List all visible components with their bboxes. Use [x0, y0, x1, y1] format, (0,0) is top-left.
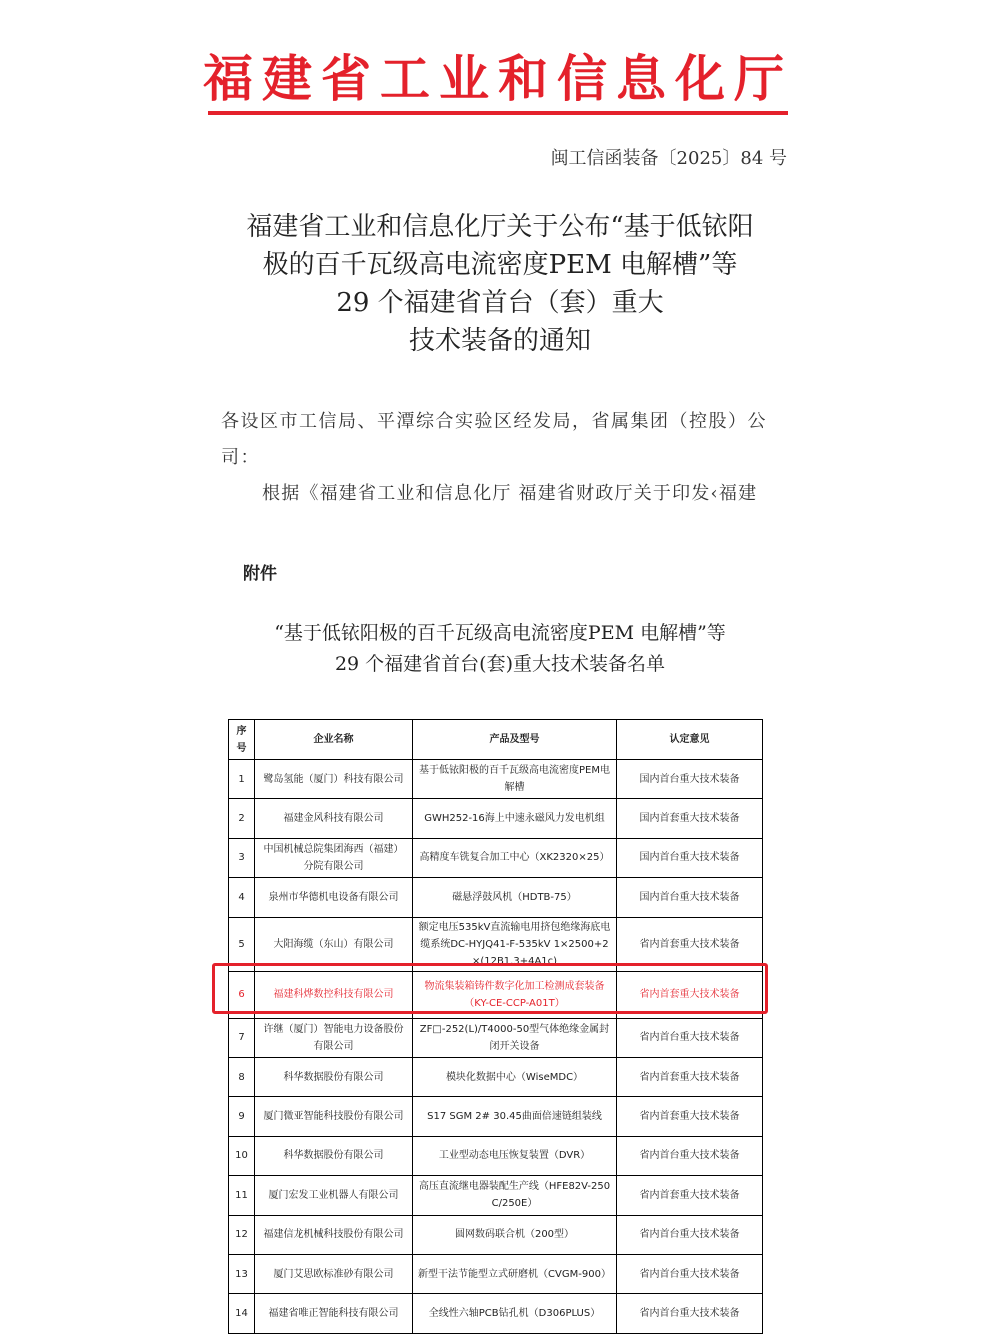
- cell-no: 14: [229, 1294, 255, 1333]
- cell-no: 1: [229, 760, 255, 799]
- cell-opinion: 省内首台重大技术装备: [617, 1294, 763, 1333]
- cell-product: ZF□-252(L)/T4000-50型气体绝缘金属封闭开关设备: [413, 1018, 617, 1057]
- cell-company: 厦门微亚智能科技股份有限公司: [255, 1097, 413, 1136]
- cell-company: 福建科烨数控科技有限公司: [255, 971, 413, 1018]
- notice-title-line: 技术装备的通知: [408, 326, 591, 356]
- cell-opinion: 省内首台重大技术装备: [617, 1254, 763, 1293]
- table-row: [229, 1176, 763, 1215]
- table-row: [229, 1018, 763, 1057]
- cell-opinion: 国内首台重大技术装备: [617, 878, 763, 917]
- cell-opinion: 省内首台重大技术装备: [617, 1215, 763, 1254]
- cell-company: 许继（厦门）智能电力设备股份有限公司: [255, 1018, 413, 1057]
- table-row: [229, 1057, 763, 1096]
- cell-no: 2: [229, 799, 255, 838]
- notice-title: [180, 208, 820, 360]
- cell-opinion: 国内首台重大技术装备: [617, 838, 763, 877]
- table-row: [229, 1136, 763, 1175]
- header-product: 产品及型号: [413, 720, 617, 760]
- table-row: [229, 1254, 763, 1293]
- notice-title-line: 29 个福建省首台（套）重大: [336, 288, 664, 318]
- cell-opinion: 省内首套重大技术装备: [617, 1176, 763, 1215]
- table-row: [229, 1097, 763, 1136]
- body-paragraph: 根据《福建省工业和信息化厅 福建省财政厅关于印发‹福建: [262, 483, 758, 504]
- table-row: [229, 838, 763, 877]
- cell-product: 模块化数据中心（WiseMDC）: [413, 1057, 617, 1096]
- cell-product: 高精度车铣复合加工中心（XK2320×25）: [413, 838, 617, 877]
- cell-product: 圆网数码联合机（200型）: [413, 1215, 617, 1254]
- cell-company: 厦门艾思欧标准砂有限公司: [255, 1254, 413, 1293]
- cell-opinion: 省内首套重大技术装备: [617, 1097, 763, 1136]
- table-row: [229, 1294, 763, 1333]
- document-number: 闽工信函装备〔2025〕84 号: [550, 148, 787, 169]
- cell-opinion: 国内首套重大技术装备: [617, 799, 763, 838]
- salutation: 各设区市工信局、平潭综合实验区经发局，省属集团（控股）公司：: [221, 411, 767, 468]
- notice-title-line: 极的百千瓦级高电流密度PEM 电解槽”等: [262, 250, 738, 280]
- cell-product: 额定电压535kV直流输电用挤包绝缘海底电缆系统DC-HYJQ41-F-535kV 1×2500+2×(12B1.3+4A1c): [413, 917, 617, 971]
- cell-no: 6: [229, 971, 255, 1018]
- cell-company: 大阳海缆（东山）有限公司: [255, 917, 413, 971]
- cell-opinion: 省内首套重大技术装备: [617, 917, 763, 971]
- cell-no: 13: [229, 1254, 255, 1293]
- table-row: [229, 799, 763, 838]
- cell-company: 福建金风科技有限公司: [255, 799, 413, 838]
- cell-no: 11: [229, 1176, 255, 1215]
- masthead-red-rule: [208, 111, 788, 115]
- cell-product: 高压直流继电器装配生产线（HFE82V-250C/250E）: [413, 1176, 617, 1215]
- table-row: [229, 878, 763, 917]
- agency-masthead: 福建省工业和信息化厅: [203, 49, 793, 108]
- cell-product: 基于低铱阳极的百千瓦级高电流密度PEM电解槽: [413, 760, 617, 799]
- cell-no: 8: [229, 1057, 255, 1096]
- attachment-label: 附件: [243, 564, 277, 584]
- equipment-list-table: [228, 719, 763, 1334]
- table-row: [229, 1215, 763, 1254]
- cell-product: 全线性六轴PCB钻孔机（D306PLUS）: [413, 1294, 617, 1333]
- highlight-annotation-box: [212, 963, 768, 1014]
- cell-product: 新型干法节能型立式研磨机（CVGM-900）: [413, 1254, 617, 1293]
- cell-company: 科华数据股份有限公司: [255, 1136, 413, 1175]
- attachment-title-line: 29 个福建省首台(套)重大技术装备名单: [334, 653, 666, 675]
- cell-no: 9: [229, 1097, 255, 1136]
- notice-title-line: 福建省工业和信息化厅关于公布“基于低铱阳: [246, 212, 754, 242]
- cell-company: 福建省唯正智能科技有限公司: [255, 1294, 413, 1333]
- header-no: 序号: [229, 720, 255, 760]
- cell-company: 中国机械总院集团海西（福建）分院有限公司: [255, 838, 413, 877]
- cell-opinion: 省内首套重大技术装备: [617, 1057, 763, 1096]
- cell-company: 科华数据股份有限公司: [255, 1057, 413, 1096]
- cell-no: 7: [229, 1018, 255, 1057]
- cell-company: 厦门宏发工业机器人有限公司: [255, 1176, 413, 1215]
- cell-opinion: 省内首台重大技术装备: [617, 1018, 763, 1057]
- cell-product: 磁悬浮鼓风机（HDTB-75）: [413, 878, 617, 917]
- cell-product: 物流集装箱铸件数字化加工检测成套装备（KY-CE-CCP-A01T）: [413, 971, 617, 1018]
- cell-company: 鹭岛氢能（厦门）科技有限公司: [255, 760, 413, 799]
- table-row: [229, 760, 763, 799]
- cell-no: 4: [229, 878, 255, 917]
- cell-company: 福建信龙机械科技股份有限公司: [255, 1215, 413, 1254]
- header-opinion: 认定意见: [617, 720, 763, 760]
- header-company: 企业名称: [255, 720, 413, 760]
- cell-no: 3: [229, 838, 255, 877]
- table-header-row: [229, 720, 763, 760]
- cell-no: 12: [229, 1215, 255, 1254]
- cell-opinion: 国内首台重大技术装备: [617, 760, 763, 799]
- attachment-title-line: “基于低铱阳极的百千瓦级高电流密度PEM 电解槽”等: [274, 622, 726, 644]
- attachment-title: [200, 618, 800, 680]
- cell-opinion: 省内首套重大技术装备: [617, 971, 763, 1018]
- cell-company: 泉州市华德机电设备有限公司: [255, 878, 413, 917]
- cell-product: 工业型动态电压恢复装置（DVR）: [413, 1136, 617, 1175]
- cell-no: 10: [229, 1136, 255, 1175]
- cell-product: S17 SGM 2# 30.45曲面倍速链组装线: [413, 1097, 617, 1136]
- cell-no: 5: [229, 917, 255, 971]
- cell-opinion: 省内首台重大技术装备: [617, 1136, 763, 1175]
- cell-product: GWH252-16海上中速永磁风力发电机组: [413, 799, 617, 838]
